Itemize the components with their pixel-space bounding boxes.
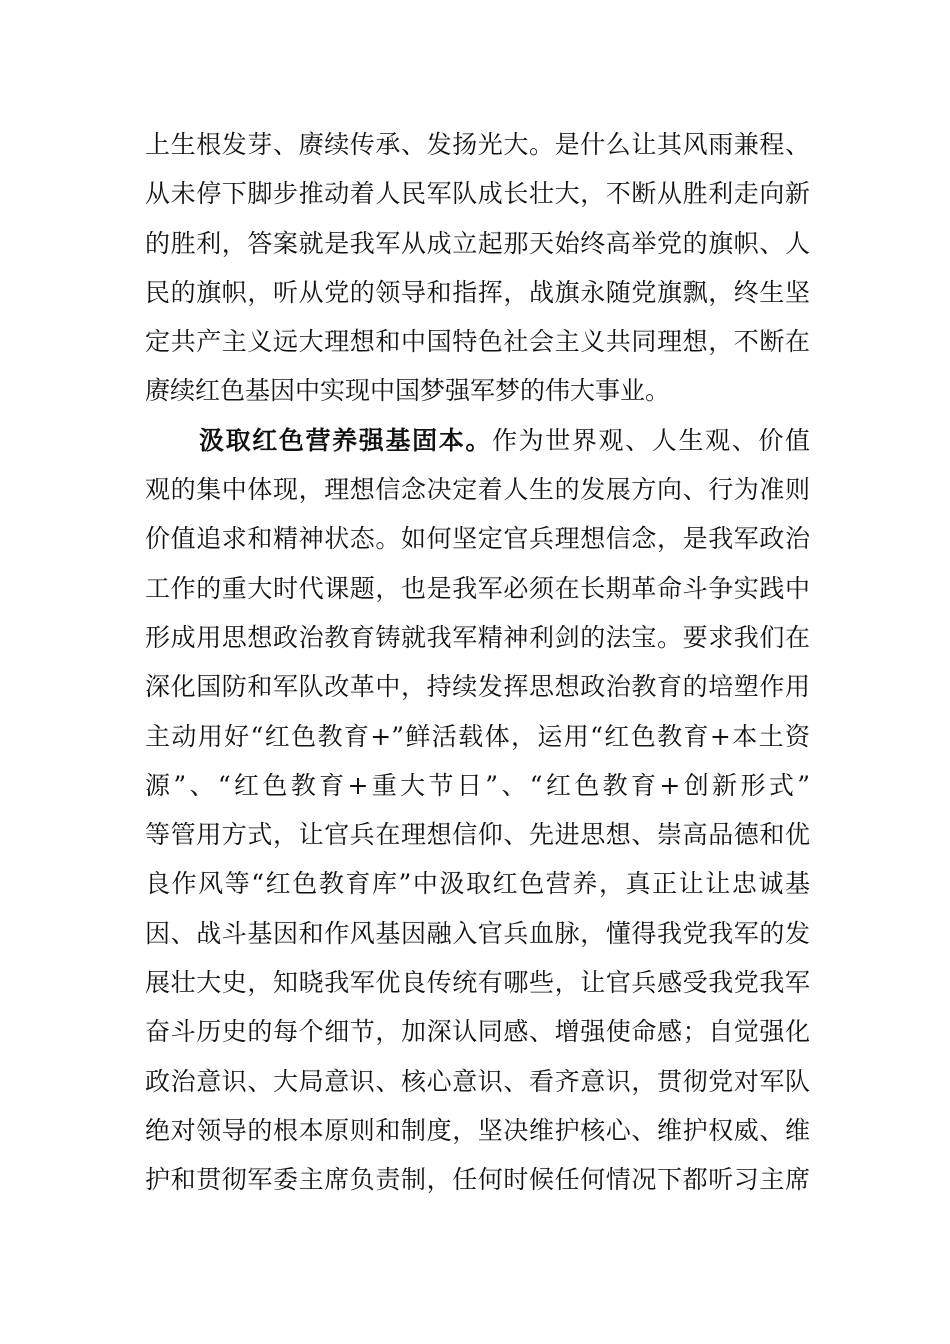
section-first-line (145, 416, 810, 465)
paragraph-line: 主动用好“红色教育+”鲜活载体，运用“红色教育+本土资 (145, 721, 810, 751)
paragraph-line: 形成用思想政治教育铸就我军精神利剑的法宝。要求我们在 (145, 622, 810, 652)
paragraph-line: 民的旗帜，听从党的领导和指挥，战旗永随党旗飘，终生坚 (145, 277, 810, 307)
paragraph-line: 观的集中体现，理想信念决定着人生的发展方向、行为准则 (145, 475, 810, 505)
document-body (145, 120, 810, 1205)
section-heading: 汲取红色营养强基固本。 (199, 425, 492, 455)
paragraph-line: 因、战斗基因和作风基因融入官兵血脉，懂得我党我军的发 (145, 918, 810, 948)
paragraph-line: 赓续红色基因中实现中国梦强军梦的伟大事业。 (145, 376, 671, 406)
paragraph-line: 的胜利，答案就是我军从成立起那天始终高举党的旗帜、人 (145, 228, 810, 258)
paragraph-line: 等管用方式，让官兵在理想信仰、先进思想、崇高品德和优 (145, 820, 810, 850)
paragraph-line: 奋斗历史的每个细节，加深认同感、增强使命感；自觉强化 (145, 1017, 810, 1047)
paragraph-line: 上生根发芽、赓续传承、发扬光大。是什么让其风雨兼程、 (145, 130, 810, 159)
paragraph-line: 展壮大史，知晓我军优良传统有哪些，让官兵感受我党我军 (145, 968, 810, 998)
section-first-line-text: 作为世界观、人生观、价值 (492, 425, 810, 455)
paragraph-line: 政治意识、大局意识、核心意识、看齐意识，贯彻党对军队 (145, 1066, 810, 1096)
paragraph-line: 从未停下脚步推动着人民军队成长壮大，不断从胜利走向新 (145, 179, 810, 209)
paragraph-line: 价值追求和精神状态。如何坚定官兵理想信念，是我军政治 (145, 524, 810, 554)
paragraph-line: 绝对领导的根本原则和制度，坚决维护核心、维护权威、维 (145, 1115, 810, 1145)
paragraph-line: 定共产主义远大理想和中国特色社会主义共同理想，不断在 (145, 327, 810, 357)
paragraph-line: 深化国防和军队改革中，持续发挥思想政治教育的培塑作用 (145, 672, 810, 702)
paragraph-line: 源”、“红色教育+重大节日”、“红色教育+创新形式” (145, 770, 810, 800)
paragraph-line: 护和贯彻军委主席负责制，任何时候任何情况下都听习主席 (145, 1165, 810, 1195)
paragraph-line: 工作的重大时代课题，也是我军必须在长期革命斗争实践中 (145, 573, 810, 603)
paragraph-line: 良作风等“红色教育库”中汲取红色营养，真正让让忠诚基 (145, 869, 810, 899)
